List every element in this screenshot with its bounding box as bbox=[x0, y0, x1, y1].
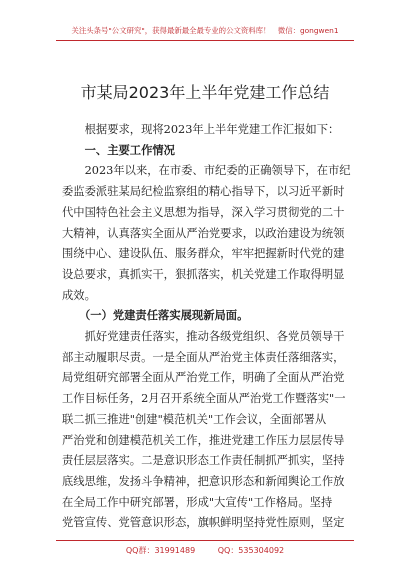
document-line: 代中国特色社会主义思想为指导，深入学习贯彻党的二十 bbox=[62, 205, 345, 219]
header-banner: 关注头条号"公文研究"，获得最新最全最专业的公文资料库！ 微信：gongwen1 bbox=[71, 26, 339, 35]
document-line: 责任层层落实。二是意识形态工作责任制抓严抓实，坚持 bbox=[62, 454, 345, 468]
document-line: 成效。 bbox=[62, 288, 96, 302]
document-line: 部主动履职尽责。一是全面从严治党主体责任落细落实， bbox=[62, 350, 345, 364]
document-line: 设总要求，真抓实干，狠抓落实，机关党建工作取得明显 bbox=[62, 267, 345, 281]
footer bbox=[56, 545, 354, 556]
document-line: 2023年以来，在市委、市纪委的正确领导下，在市纪 bbox=[62, 164, 351, 178]
document-line: 严治党和创建模范机关工作，推进党建工作压力层层传导 bbox=[62, 433, 345, 447]
document-line: 抓好党建责任落实，推动各级党组织、各党员领导干 bbox=[62, 330, 345, 343]
subsection-heading: （一）党建责任落实展现新局面。 bbox=[62, 309, 249, 323]
footer-divider bbox=[56, 540, 354, 541]
header-divider bbox=[56, 40, 354, 41]
document-title: 市某局2023年上半年党建工作总结 bbox=[80, 83, 330, 102]
footer-qq: QQ：535304092 bbox=[217, 546, 285, 555]
document-line: 局党组研究部署全面从严治党工作，明确了全面从严治党 bbox=[62, 371, 345, 385]
footer-qq-group: QQ群：31991489 bbox=[125, 546, 196, 555]
document-line: 联二抓三推进"创建"模范机关"工作会议，全面部署从 bbox=[62, 412, 327, 426]
document-line: 工作目标任务，2月召开系统全面从严治党工作暨落实"一 bbox=[62, 392, 346, 406]
document-line: 党管宣传、党管意识形态，旗帜鲜明坚持党性原则，坚定 bbox=[62, 516, 345, 530]
document-line: 在全局工作中研究部署，形成"大宣传"工作格局。坚持 bbox=[62, 495, 333, 509]
document-line: 底线思维，发扬斗争精神，把意识形态和新闻舆论工作放 bbox=[62, 474, 345, 488]
document-line: 大精神，认真落实全面从严治党要求，以政治建设为统领 bbox=[62, 226, 345, 240]
document-line: 委监委派驻某局纪检监察组的精心指导下，以习近平新时 bbox=[62, 185, 345, 199]
document-line: 围绕中心、建设队伍、服务群众，牢牢把握新时代党的建 bbox=[62, 247, 345, 261]
section-heading: 一、主要工作情况 bbox=[62, 143, 175, 157]
document-line: 根据要求，现将2023年上半年党建工作汇报如下： bbox=[62, 123, 340, 136]
